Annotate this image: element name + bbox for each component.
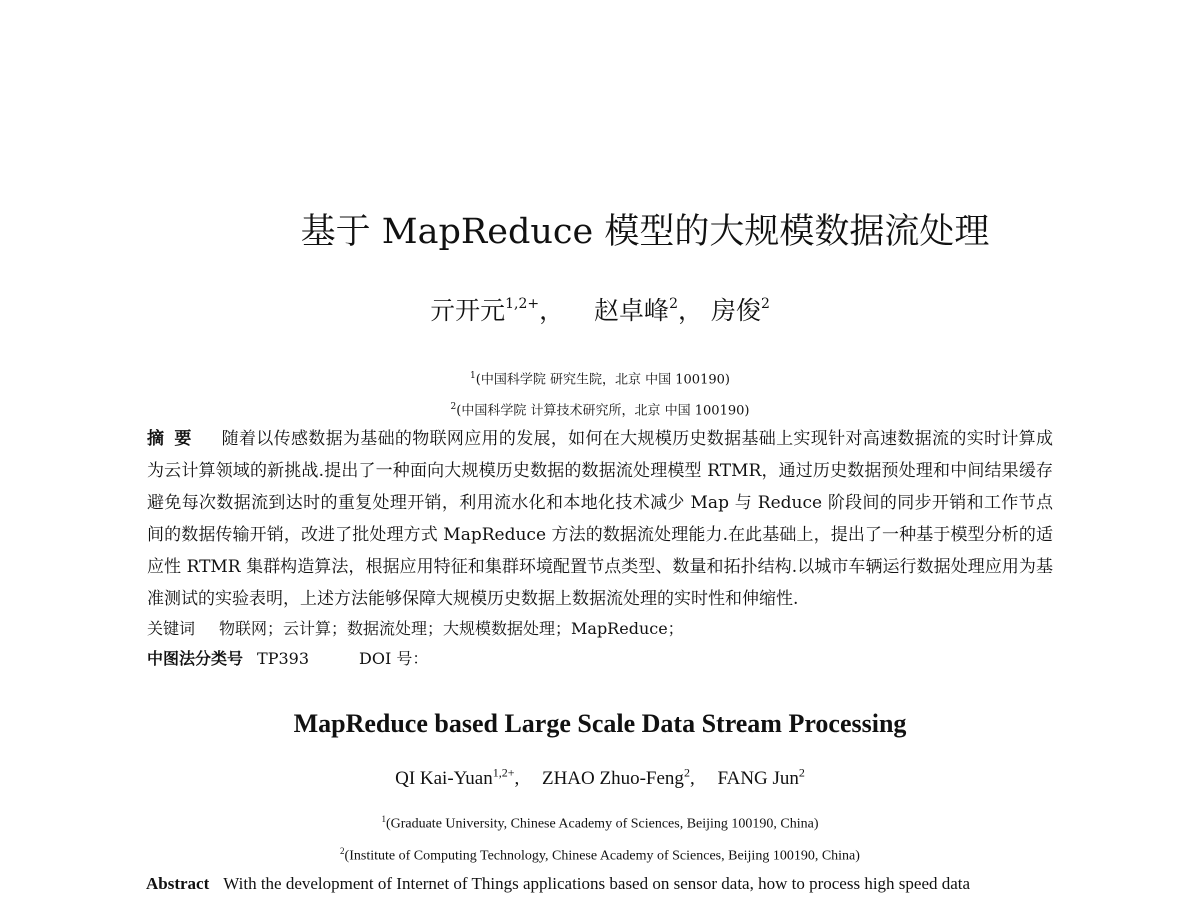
author-cn-1-affil-sup: 1,2+ (505, 296, 540, 312)
author-cn-2: 赵卓峰$^2$， (594, 296, 703, 326)
abstract-en-text: With the development of Internet of Things applications based on sensor data, how to process high speed data (223, 874, 971, 893)
abstract-en-label: Abstract (146, 874, 210, 893)
affiliation-cn-1: $^1$(中国科学院 研究生院，北京 中国 100190) (470, 371, 730, 388)
classification-code: TP393 (257, 649, 309, 668)
abstract-cn (147, 423, 1053, 615)
paper-title-cn: 基于 MapReduce 模型的大规模数据流处理 (300, 212, 990, 252)
abstract-cn-label: 摘要 (147, 429, 202, 449)
author-cn-2-affil-sup: 2 (669, 296, 678, 312)
author-cn-3: 房俊$^2$ (710, 296, 770, 326)
author-cn-3-affil-sup: 2 (760, 296, 770, 312)
keywords-cn (147, 615, 684, 643)
author-en-3: FANG Jun$^2$ (717, 766, 805, 790)
author-en-1: QI Kai-Yuan$^{1,2+}$, (395, 766, 520, 790)
affiliation-en-2: $^2$(Institute of Computing Technology, Chinese Academy of Sciences, Beijing 100190, China) (340, 846, 860, 864)
abstract-en (146, 871, 1056, 897)
keywords-cn-text: 物联网；云计算；数据流处理；大规模数据处理；MapReduce； (219, 619, 684, 638)
author-en-3-affil-sup: 2 (798, 766, 805, 780)
author-en-2: ZHAO Zhuo-Feng$^2$, (541, 766, 695, 790)
doi-label: DOI 号： (359, 649, 429, 668)
affiliation-cn-2: $^2$(中国科学院 计算技术研究所，北京 中国 100190) (450, 402, 750, 419)
author-en-1-affil-sup: 1,2+ (492, 766, 515, 780)
author-list-en (0, 756, 1200, 796)
author-list-cn (0, 284, 1200, 333)
author-cn-1: 亓开元$^{1,2+}$， (430, 296, 565, 326)
abstract-cn-text: 随着以传感数据为基础的物联网应用的发展，如何在大规模历史数据基础上实现针对高速数据流的实时计算成为云计算领域的新挑战.提出了一种面向大规模历史数据的数据流处理模型 RTMR，通过历史数据预处理和中间结果缓存避免每次数据流到达时的重复处理开销，利用流水化和本地化技术减少 Map 与 Reduce 阶段间的同步开销和工作节点间的数据传输开销，改进了批处理方式 MapReduce 方法的数据流处理能力.在此基础上，提出了一种基于模型分析的适应性 RTMR 集群构造算法，根据应用特征和集群环境配置节点类型、数量和拓扑结构.以城市车辆运行数据处理应用为基准测试的实验表明，上述方法能够保障大规模历史数据上数据流处理的实时性和伸缩性. (147, 429, 1054, 609)
author-en-2-affil-sup: 2 (683, 766, 690, 780)
paper-title-en: MapReduce based Large Scale Data Stream Processing (293, 709, 907, 738)
classification-cn (147, 645, 428, 673)
classification-label: 中图法分类号 (147, 649, 244, 668)
affiliation-en-1: $^1$(Graduate University, Chinese Academy of Sciences, Beijing 100190, China) (381, 814, 819, 832)
keywords-cn-label: 关键词 (147, 619, 196, 638)
